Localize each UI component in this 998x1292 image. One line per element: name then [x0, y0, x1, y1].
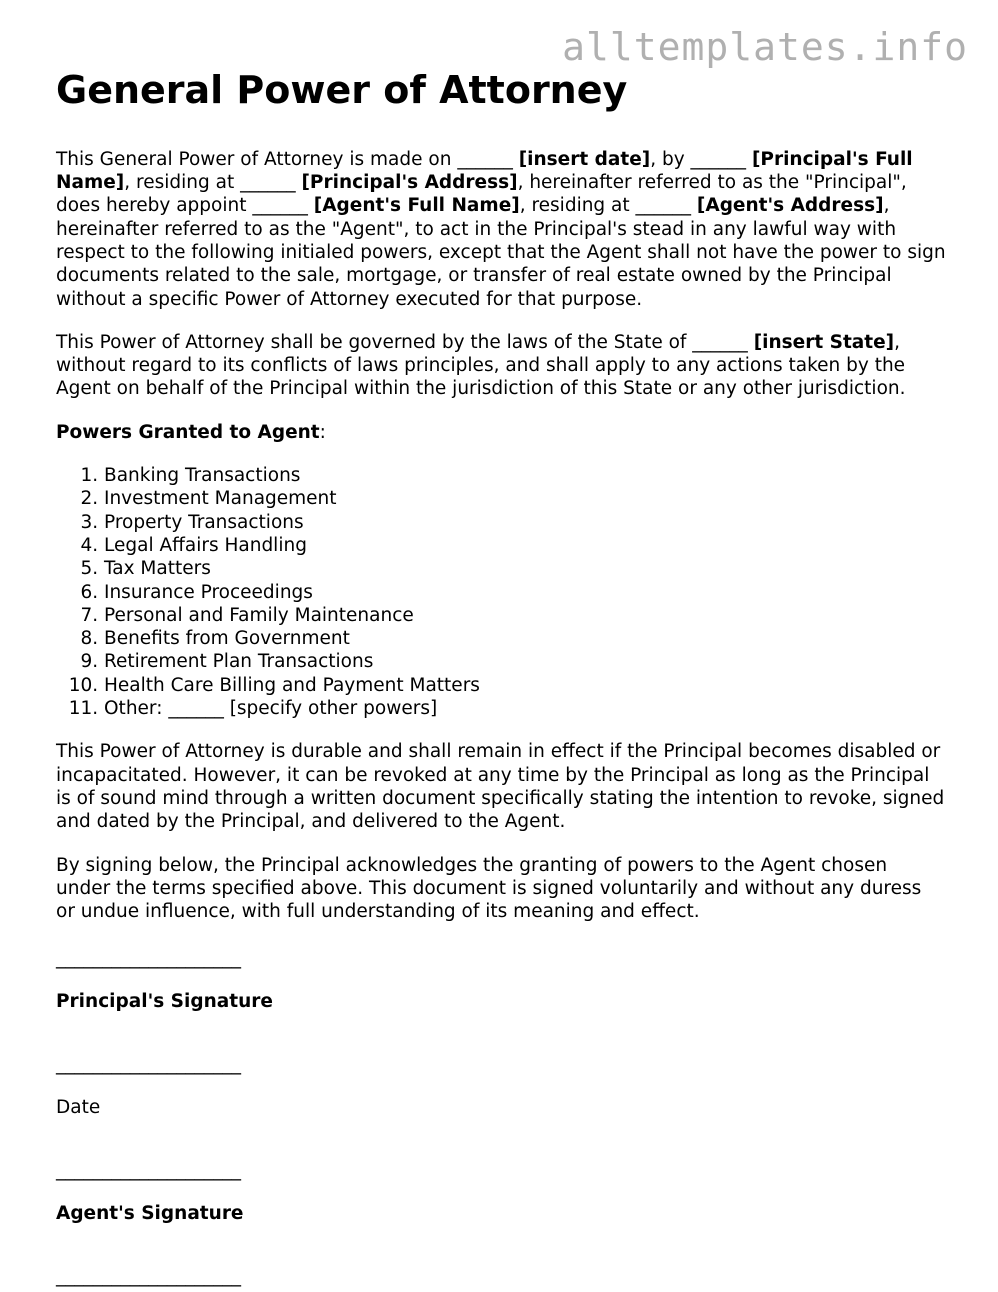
list-item: 7. Personal and Family Maintenance — [104, 604, 946, 627]
watermark: alltemplates.info — [562, 25, 968, 69]
principal-signature-label: Principal's Signature — [56, 991, 273, 1013]
date-label: Date — [56, 1097, 101, 1119]
agent-signature-label: Agent's Signature — [56, 1203, 244, 1225]
agent-name-placeholder: [Agent's Full Name] — [313, 195, 520, 217]
date-line: ____________________ — [56, 1054, 241, 1076]
principal-name-placeholder: [Principal's Full Name] — [56, 148, 913, 194]
list-item: 4. Legal Affairs Handling — [104, 534, 946, 557]
insert-state-placeholder: [insert State] — [753, 331, 895, 353]
acknowledgement-paragraph: By signing below, the Principal acknowledges the granting of powers to the Agent chosen under the terms specified above. This document is signed voluntarily and without any duress or undue influence, with full understanding of its meaning and effect. — [56, 854, 922, 923]
agent-signature-line: ____________________ — [56, 1160, 241, 1182]
list-item: 3. Property Transactions — [104, 511, 946, 534]
list-item: 8. Benefits from Government — [104, 627, 946, 650]
powers-heading: Powers Granted to Agent: — [56, 421, 326, 443]
agent-address-placeholder: [Agent's Address] — [696, 195, 884, 217]
principal-signature-line: ____________________ — [56, 948, 241, 970]
agent-date-line: ____________________ — [56, 1266, 241, 1288]
principal-address-placeholder: [Principal's Address] — [301, 172, 518, 194]
list-item: 10. Health Care Billing and Payment Matters — [104, 674, 946, 697]
governing-law-paragraph: This Power of Attorney shall be governed by the laws of the State of ______ [insert State], without regard to its conflicts of laws principles, and shall apply to any actions taken by the Agent on behalf of the Principal within the jurisdiction of this State or any other jurisdiction. — [56, 331, 906, 400]
document-page — [56, 70, 946, 1288]
list-item: 2. Investment Management — [104, 487, 946, 510]
list-item: 11. Other: ______ [specify other powers] — [104, 697, 946, 720]
list-item: 5. Tax Matters — [104, 557, 946, 580]
intro-paragraph: This General Power of Attorney is made on ______ [insert date], by ______ [Principal's Full Name], residing at ______ [Principal's Address], hereinafter referred to as the "Principal", does hereby appoint ______ [Agent's Full Name], residing at ______ [Agent's Address], hereinafter referred to as the "Agent", to act in the Principal's stead in any lawful way with respect to the following initialed powers, except that the Agent shall not have the power to sign documents related to the sale, mortgage, or transfer of real estate owned by the Principal without a specific Power of Attorney executed for that purpose. — [56, 148, 946, 310]
durability-paragraph: This Power of Attorney is durable and shall remain in effect if the Principal becomes disabled or incapacitated. However, it can be revoked at any time by the Principal as long as the Principal is of sound mind through a written document specifically stating the intention to revoke, signed and dated by the Principal, and delivered to the Agent. — [56, 741, 945, 833]
list-item: 6. Insurance Proceedings — [104, 581, 946, 604]
document-title: General Power of Attorney — [56, 68, 628, 112]
list-item: 9. Retirement Plan Transactions — [104, 650, 946, 673]
powers-list — [56, 464, 946, 720]
list-item: 1. Banking Transactions — [104, 464, 946, 487]
insert-date-placeholder: [insert date] — [518, 148, 651, 170]
